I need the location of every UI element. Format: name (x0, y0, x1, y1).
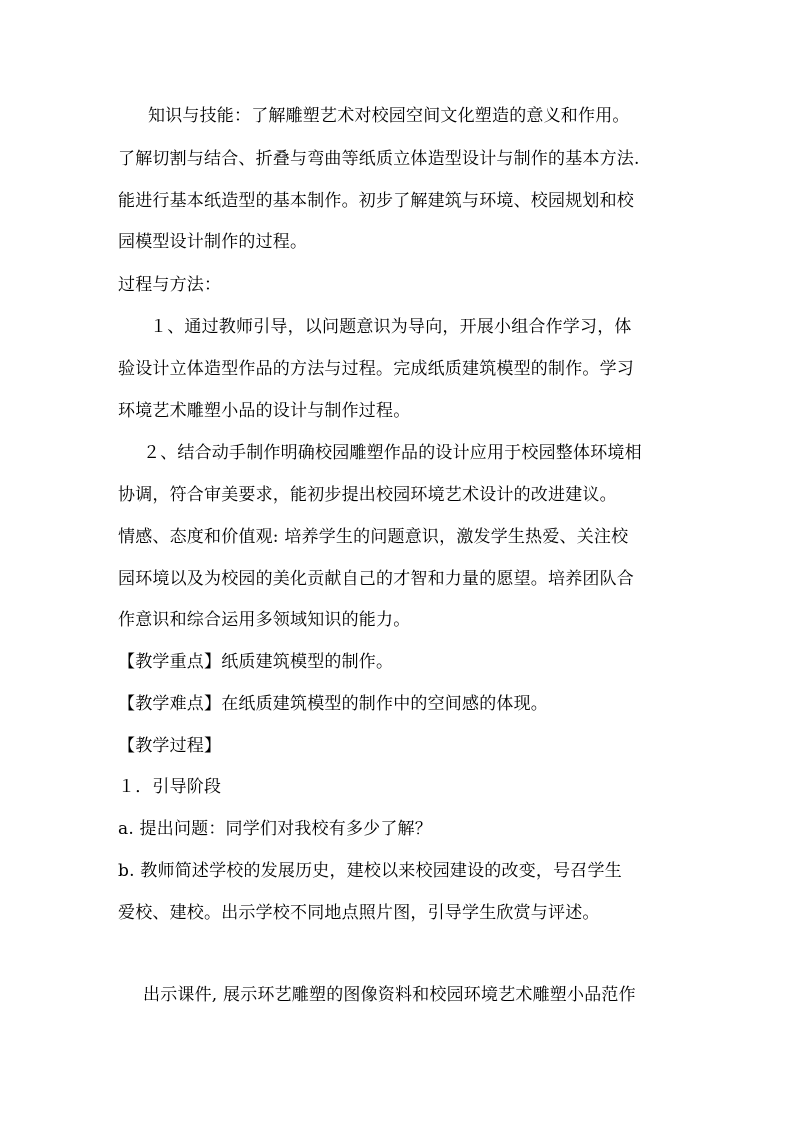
paragraph-line: 园环境以及为校园的美化贡献自己的才智和力量的愿望。培养团队合 (118, 569, 634, 589)
paragraph-line: ２、结合动手制作明确校园雕塑作品的设计应用于校园整体环境相 (143, 443, 642, 463)
paragraph-line: 了解切割与结合、折叠与弯曲等纸质立体造型设计与制作的基本方法. (118, 149, 640, 169)
paragraph-line: 出示课件, 展示环艺雕塑的图像资料和校园环境艺术雕塑小品范作 (143, 985, 636, 1005)
paragraph-line: 能进行基本纸造型的基本制作。初步了解建筑与环境、校园规划和校 (118, 191, 634, 211)
section-heading: 【教学过程】 (118, 736, 222, 756)
paragraph-line: 知识与技能：了解雕塑艺术对校园空间文化塑造的意义和作用。 (148, 106, 630, 126)
list-item: b. 教师简述学校的发展历史，建校以来校园建设的改变，号召学生 (118, 861, 622, 881)
difficulty-line: 【教学难点】在纸质建筑模型的制作中的空间感的体现。 (118, 694, 548, 714)
section-heading: 过程与方法： (118, 275, 222, 295)
paragraph-line: 环境艺术雕塑小品的设计与制作过程。 (118, 401, 411, 421)
paragraph-line: 爱校、建校。出示学校不同地点照片图，引导学生欣赏与评述。 (118, 903, 600, 923)
paragraph-line: 验设计立体造型作品的方法与过程。完成纸质建筑模型的制作。学习 (118, 359, 634, 379)
paragraph-line: 协调，符合审美要求，能初步提出校园环境艺术设计的改进建议。 (118, 485, 617, 505)
list-item: a. 提出问题：同学们对我校有多少了解？ (118, 819, 432, 839)
paragraph-line: 园模型设计制作的过程。 (118, 232, 308, 252)
key-point-line: 【教学重点】纸质建筑模型的制作。 (118, 652, 394, 672)
paragraph-line: １、通过教师引导，以问题意识为导向，开展小组合作学习，体 (150, 317, 632, 337)
paragraph-line: 作意识和综合运用多领域知识的能力。 (118, 610, 411, 630)
paragraph-line: 情感、态度和价值观: 培养学生的问题意识，激发学生热爱、关注校 (118, 527, 629, 547)
subsection-heading: １．引导阶段 (118, 777, 222, 797)
